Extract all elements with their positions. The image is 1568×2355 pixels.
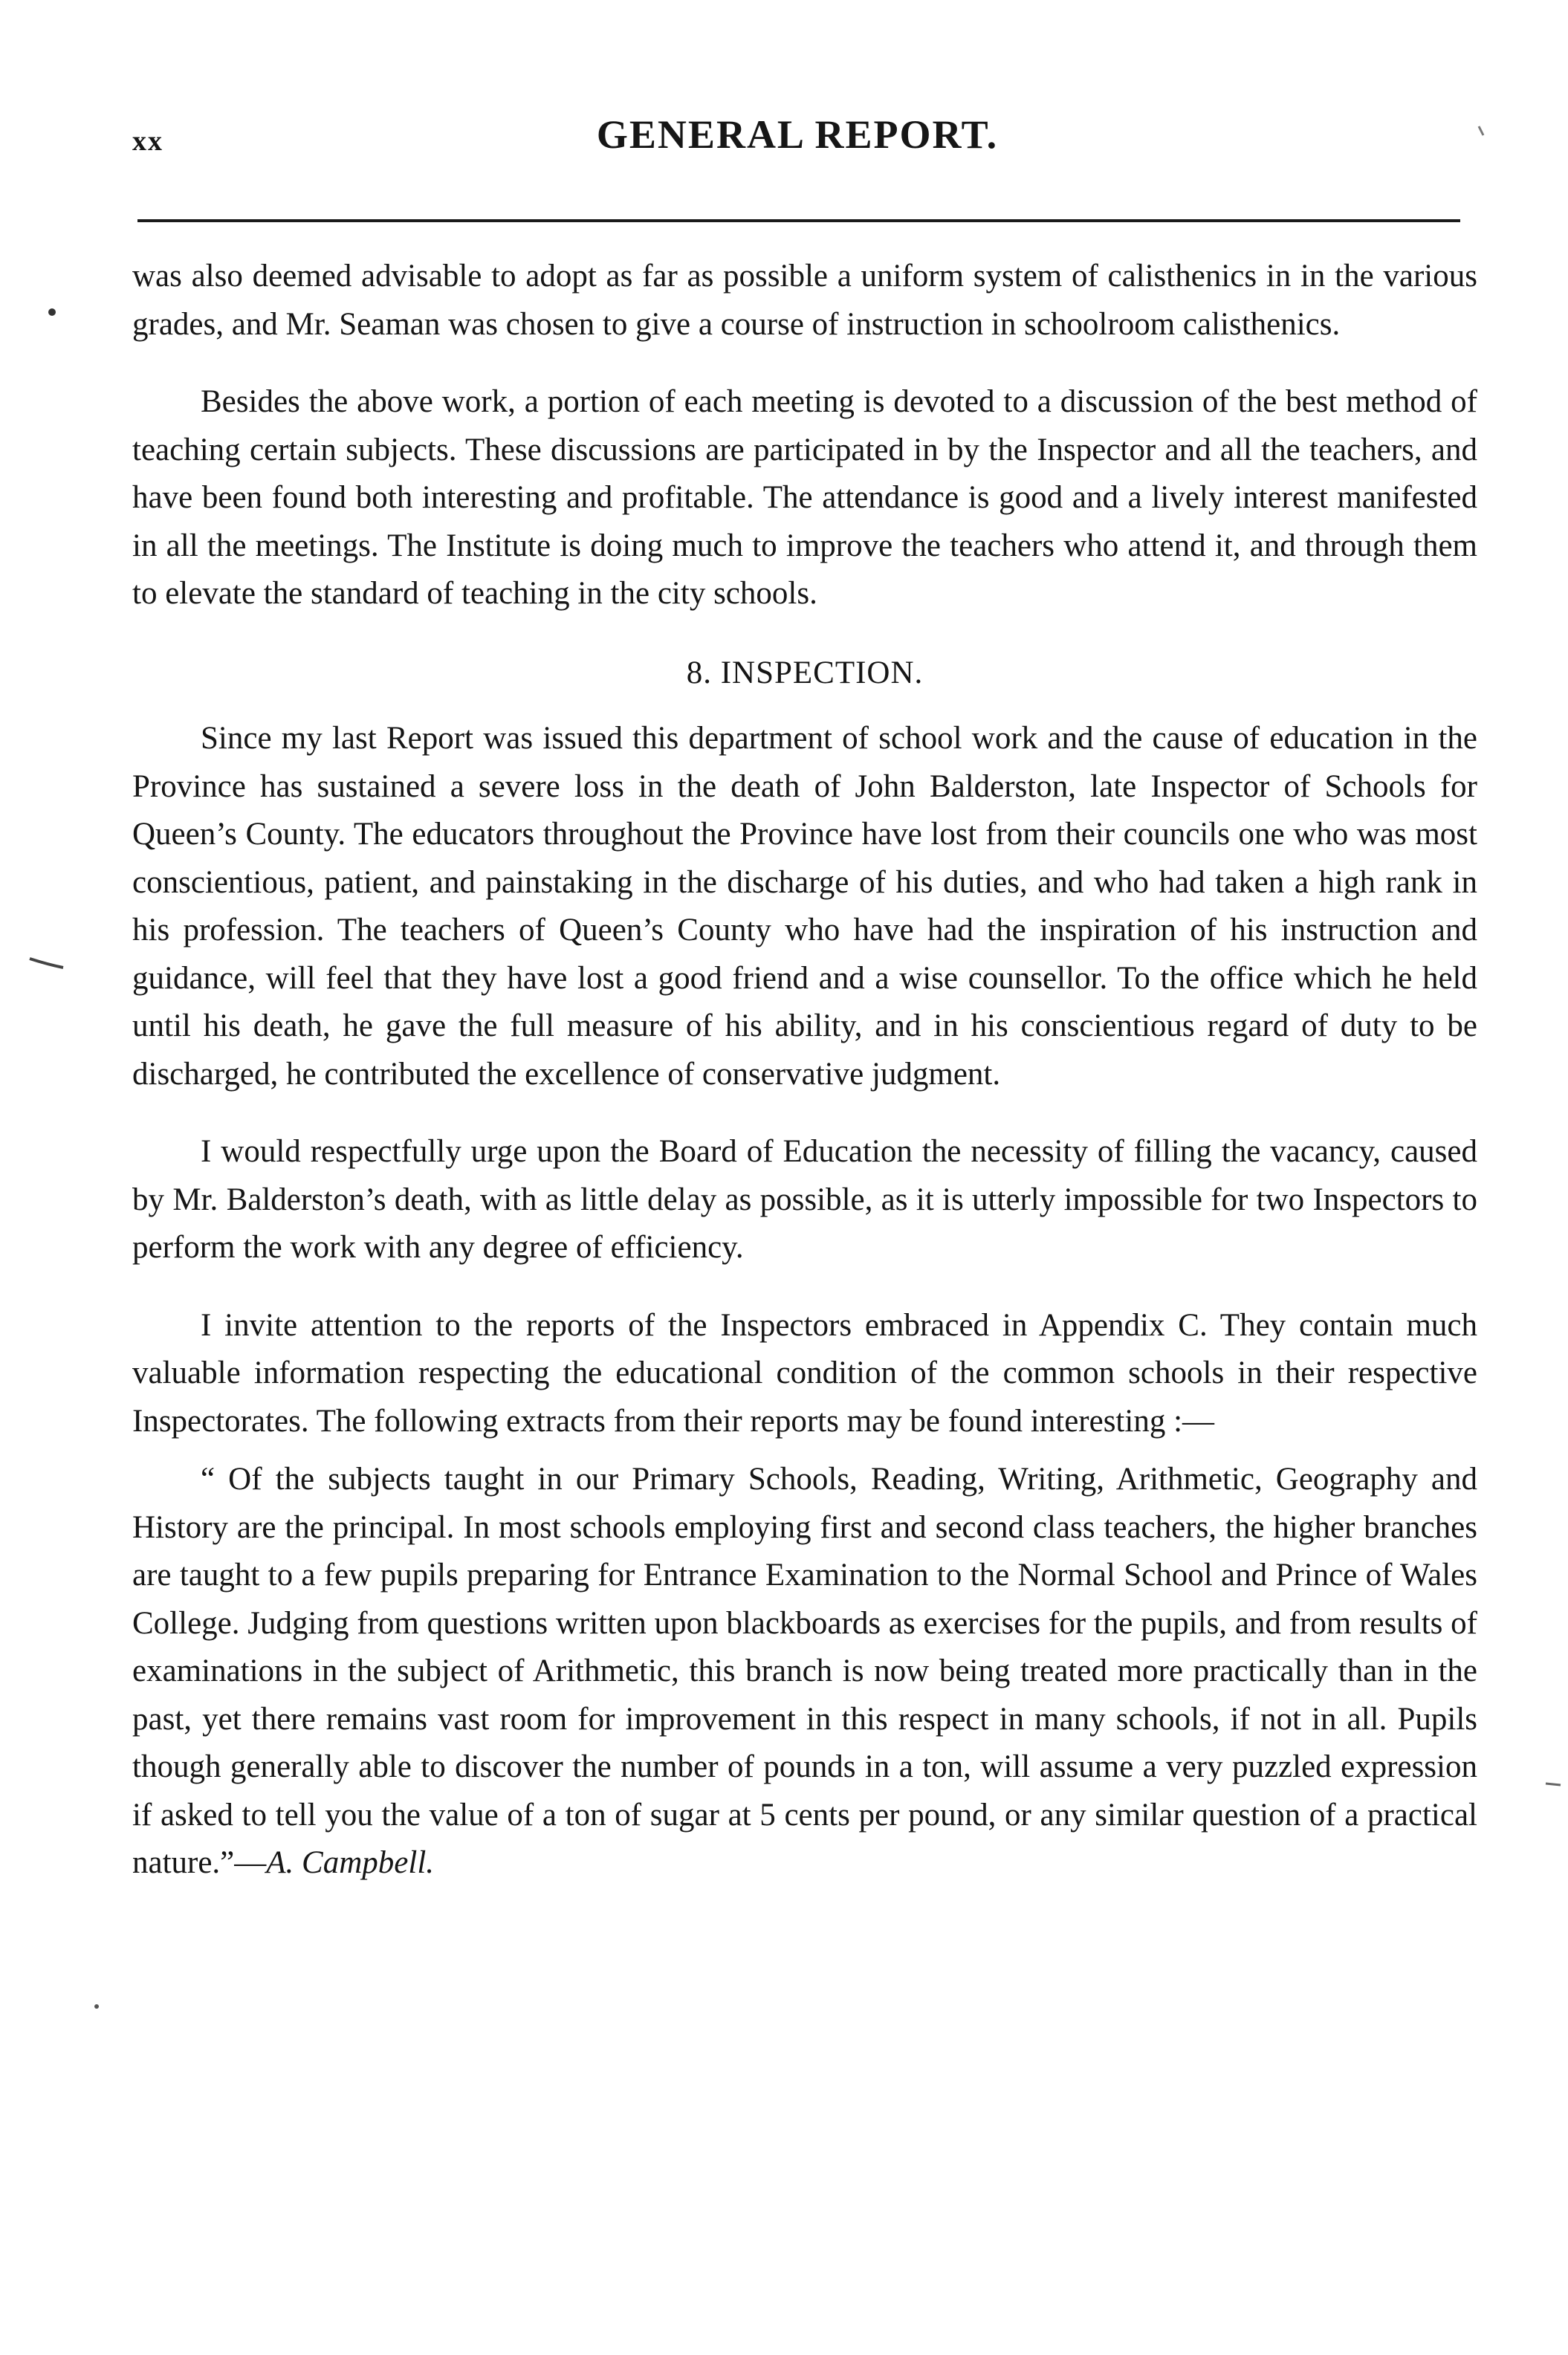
page-header (132, 111, 1462, 171)
quote-attribution: A. Campbell. (266, 1845, 435, 1880)
header-rule (137, 219, 1460, 222)
paragraph-institute-meetings: Besides the above work, a portion of each meeting is devoted to a discussion of the best method of teaching certain subjects. These discussions are participated in by the Inspector and all the teachers, and have been found both interesting and profitable. The attendance is good and a lively interest manifested in all the meetings. The Institute is doing much to improve the teachers who attend it, and through them to elevate the standard of teaching in the city schools. (132, 384, 1477, 611)
paragraph-calisthenics: was also deemed advisable to adopt as far as possible a uniform system of calisthenics in in the various grades, and Mr. Seaman was chosen to give a course of instruction in schoolroom calisthenics. (132, 259, 1477, 342)
body-text (132, 253, 1477, 1888)
running-title: GENERAL REPORT. (596, 112, 999, 157)
paragraph-inspector-reports: I invite attention to the reports of the Inspectors embraced in Appendix C. They contain much valuable information respecting the educational condition of the common schools in their respective Inspectorates. The following extracts from their reports may be found interesting :— (132, 1307, 1477, 1439)
paragraph-balderston-death: Since my last Report was issued this department of school work and the cause of education in the Province has sustained a severe loss in the death of John Balderston, late Inspector of Schools for Queen’s County. The educators throughout the Province have lost from their councils one who was most conscientious, patient, and painstaking in the discharge of his duties, and who had taken a high rank in his profession. The teachers of Queen’s County who have had the inspiration of his instruction and guidance, will feel that they have lost a good friend and a wise counsellor. To the office which he held until his death, he gave the full measure of his ability, and in his conscientious regard of duty to be discharged, he contributed the excellence of conservative judgment. (132, 721, 1477, 1092)
section-heading-inspection: 8. INSPECTION. (686, 655, 924, 690)
paragraph-vacancy: I would respectfully urge upon the Board of Education the necessity of filling the vacancy, caused by Mr. Balderston’s death, with as little delay as possible, as it is utterly impossible for two Inspectors to perform the work with any degree of efficiency. (132, 1134, 1477, 1265)
quoted-extract (132, 1456, 1477, 1888)
page-number: xx (132, 126, 163, 157)
quote-text: “ Of the subjects taught in our Primary Schools, Reading, Writing, Arithmetic, Geography and History are the principal. In most schools employing first and second class teachers, the higher branches are taught to a few pupils preparing for Entrance Examination to the Normal School and Prince of Wales College. Judging from questions written upon blackboards as exercises for the pupils, and from results of examinations in the subject of Arithmetic, this branch is now being treated more practically than in the past, yet there remains vast room for improvement in this respect in many schools, if not in all. Pupils though generally able to discover the number of pounds in a ton, will assume a very puzzled expression if asked to tell you the value of a ton of sugar at 5 cents per pound, or any similar question of a practical nature.”— (132, 1462, 1477, 1880)
